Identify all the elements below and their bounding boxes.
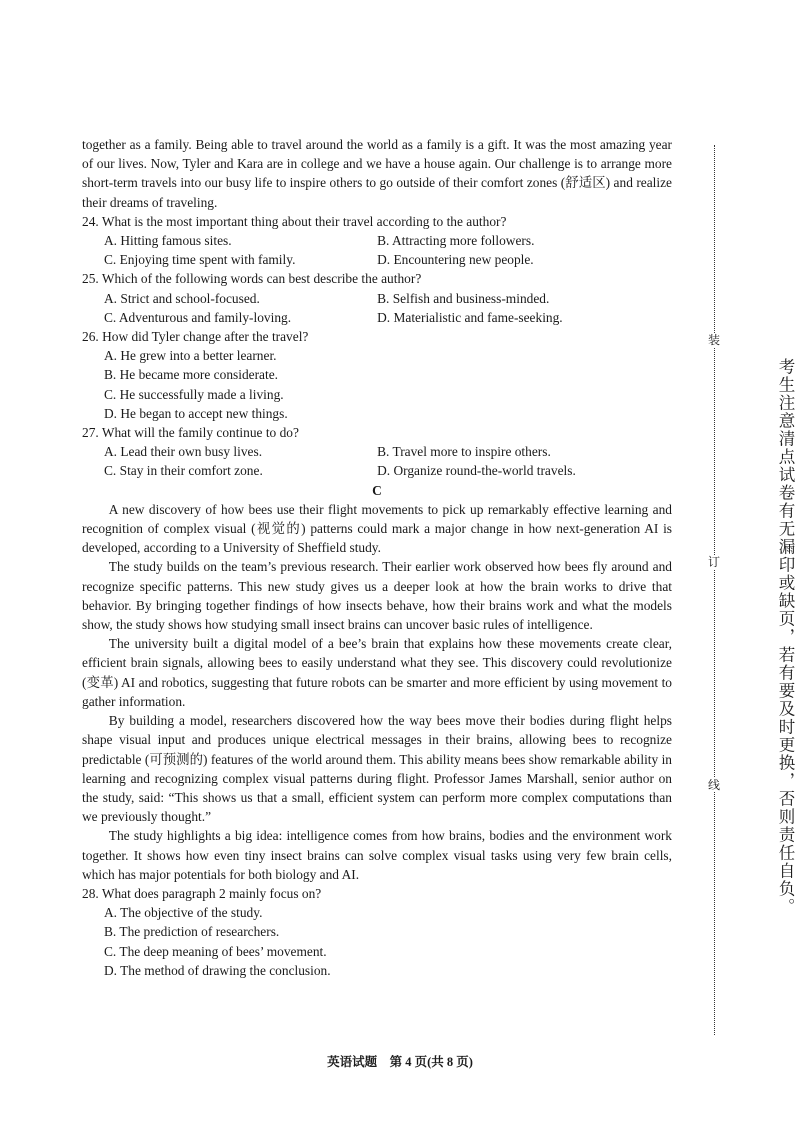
passage-c-paragraph-3: The university built a digital model of a bee’s brain that explains how these movements create clear, efficient brain signals, allowing bees to easily understand what they see. This discovery could revolutionize (变革) AI and robotics, suggesting that future robots can be smarter and more efficient by using movement to gather information.: [82, 636, 672, 709]
question-27: [82, 423, 672, 481]
question-26: [82, 327, 672, 423]
exam-notice-vertical: 考生注意清点试卷有无漏印或缺页，若有要及时更换，否则责任自负。: [776, 358, 795, 916]
passage-c-paragraph-1: A new discovery of how bees use their flight movements to pick up remarkably effective learning and recognition of complex visual (视觉的) patterns could mark a major change in how next-generation AI is developed, according to a University of Sheffield study.: [82, 501, 672, 556]
option-a: A. Lead their own busy lives.: [104, 444, 263, 460]
option-d: D. He began to accept new things.: [104, 405, 288, 421]
option-d: D. The method of drawing the conclusion.: [104, 962, 331, 978]
question-stem: 27. What will the family continue to do?: [82, 425, 299, 441]
option-a: A. Hitting famous sites.: [104, 233, 232, 249]
option-b: B. Selfish and business-minded.: [377, 290, 550, 306]
passage-c-paragraph-4: By building a model, researchers discovered how the way bees move their bodies during flight helps shape visual input and produces unique electrical messages in their brains, allowing bees to recognize predictable (可预测的) features of the world around them. This ability means bees show remarkable ability in learning and recognizing complex visual patterns during flight. Professor James Marshall, senior author on the study, said: “This shows us that a small, efficient system can perform more complex computations than we previously thought.”: [82, 713, 672, 825]
option-b: B. Travel more to inspire others.: [377, 444, 551, 460]
option-c: C. Stay in their comfort zone.: [104, 463, 263, 479]
page-content: [82, 135, 672, 980]
page-footer: 英语试题 第 4 页(共 8 页): [327, 1055, 473, 1069]
option-d: D. Encountering new people.: [377, 252, 534, 268]
question-28: [82, 884, 672, 980]
question-25: [82, 269, 672, 327]
passage-c-paragraph-5: The study highlights a big idea: intelligence comes from how brains, bodies and the environment work together. It shows how even tiny insect brains can solve complex visual tasks using very few brain cells, which has major potentials for both biology and AI.: [82, 828, 672, 882]
question-stem: 24. What is the most important thing about their travel according to the author?: [82, 213, 507, 229]
binding-label-ding: 订: [707, 555, 720, 569]
question-stem: 26. How did Tyler change after the travel?: [82, 329, 309, 345]
option-c: C. Enjoying time spent with family.: [104, 252, 296, 268]
option-b: B. Attracting more followers.: [377, 233, 535, 249]
option-d: D. Materialistic and fame-seeking.: [377, 309, 563, 325]
option-b: B. The prediction of researchers.: [104, 924, 280, 940]
question-stem: 25. Which of the following words can best describe the author?: [82, 271, 422, 287]
question-24: [82, 212, 672, 270]
question-stem: 28. What does paragraph 2 mainly focus on?: [82, 885, 322, 901]
option-d: D. Organize round-the-world travels.: [377, 463, 576, 479]
option-c: C. Adventurous and family-loving.: [104, 309, 292, 325]
binding-label-zhuang: 装: [707, 333, 720, 347]
section-c-heading: C: [372, 482, 382, 498]
binding-label-xian: 线: [707, 778, 720, 792]
option-a: A. Strict and school-focused.: [104, 290, 260, 306]
binding-dotted-line: [714, 145, 715, 1035]
option-b: B. He became more considerate.: [104, 367, 278, 383]
option-a: A. He grew into a better learner.: [104, 348, 277, 364]
option-a: A. The objective of the study.: [104, 905, 263, 921]
passage-c-paragraph-2: The study builds on the team’s previous research. Their earlier work observed how bees fly around and recognize specific patterns. This new study gives us a deeper look at how the brain works to drive that behavior. By bringing together findings of how insects behave, how their brains work and what the models show, the study shows how studying small insect brains can uncover basic rules of intelligence.: [82, 559, 672, 633]
option-c: C. He successfully made a living.: [104, 386, 284, 402]
passage-b-ending: together as a family. Being able to travel around the world as a family is a gift. It was the most amazing year of our lives. Now, Tyler and Kara are in college and we have a house again. Our challenge is to arrange more short-term travels into our busy life to inspire others to go outside of their comfort zones (舒适区) and realize their dreams of traveling.: [82, 137, 672, 210]
option-c: C. The deep meaning of bees’ movement.: [104, 943, 327, 959]
